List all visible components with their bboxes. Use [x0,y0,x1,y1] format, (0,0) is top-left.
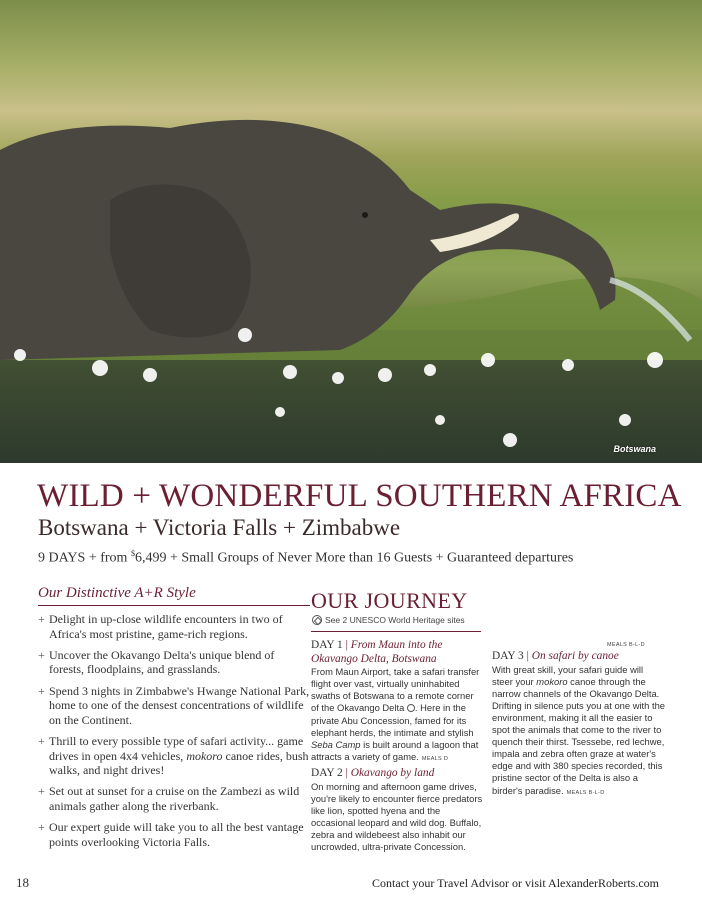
journey-heading: OUR JOURNEY [311,588,468,613]
day-2-text [311,781,483,854]
day-text: On morning and afternoon game drives, you're likely to encounter fierce predators like lion, spotted hyena and the occasional leopard and wild dog. Buffalo, zebra and wildebeest also inhabit our uncrowded, ultra-private Concession. [311,780,483,852]
bullet-emphasis: mokoro [186,748,223,763]
bullet-item: + Spend 3 nights in Zimbabwe's Hwange National Park, home to one of the densest concentrations of wildlife on the Continent. [38,684,310,728]
day-3-text [492,664,666,799]
itinerary-column-1 [311,637,483,855]
day-label: DAY 3 [492,650,524,662]
day-label: DAY 2 [311,766,343,779]
day-2-heading [311,767,483,781]
page-title: WILD + WONDERFUL SOUTHERN AFRICA [37,478,682,514]
bullet-item: + Set out at sunset for a cruise on the Zambezi as wild animals gather along the riverbank. [38,784,310,813]
camp-name: Seba Camp [311,738,361,750]
day-text: is built around a lagoon that attracts a variety of game. [311,738,479,762]
bullet-item: + Our expert guide will take you to all the best vantage points overlooking Victoria Falls. [38,820,310,849]
day-label: DAY 1 [311,639,343,651]
day-emphasis: mokoro [536,675,568,687]
page-number: 18 [16,875,29,890]
day-title: From Maun into the Okavango Delta, Botswana [311,639,443,665]
day-3-heading [492,650,666,664]
tagline-post: + Small Groups of Never More than 16 Guests + Guaranteed departures [166,550,574,566]
bullet-item: + Delight in up-close wildlife encounters in two of Africa's most pristine, game-rich regions. [38,612,310,641]
day-title: Okavango by land [350,766,435,779]
meals-code: MEALS B-L-D [566,789,605,796]
page-subtitle: Botswana + Victoria Falls + Zimbabwe [38,515,401,540]
bullet-item: + Uncover the Okavango Delta's unique blend of forests, floodplains, and grasslands. [38,648,310,677]
day-title: On safari by canoe [531,650,619,662]
day-1-heading [311,639,483,666]
day-text: . Here in the private Abu Concession, famed for its elephant herds, the intimate and stylish [311,702,474,738]
tagline-pre: 9 DAYS + from [38,550,131,566]
photo-caption: Botswana [613,444,656,454]
day-separator: | [526,650,529,662]
day-1-text [311,666,483,765]
day-separator: | [345,766,348,779]
day-text: With great skill, your safari guide will steer your [492,663,644,687]
bullet-text: canoe rides, bush walks, and night drives! [49,748,309,778]
itinerary-column-2 [492,591,666,801]
style-bullet-list [38,612,310,856]
trip-tagline [38,549,573,567]
style-heading: Our Distinctive A+R Style [38,585,310,606]
unesco-text: See 2 UNESCO World Heritage sites [325,615,465,625]
bullet-item [38,734,310,778]
price-value: 6,499 [134,550,167,566]
meals-code: MEALS D [421,755,449,762]
footer-contact: Contact your Travel Advisor or visit AlexanderRoberts.com [372,876,659,890]
unesco-note [312,615,465,625]
meals-code: MEALS B-L-D [607,642,645,648]
day-separator: | [345,639,348,651]
journey-divider [311,631,481,632]
day-text: From Maun Airport, take a safari transfer flight over vast, virtually uninhabited swaths of Botswana to a remote corner of the Okavango Delta [311,666,480,714]
unesco-site-icon [407,704,415,712]
day-text: canoe through the narrow channels of the Okavango Delta. Drifting in silence puts you at one with the environment, making it all the easier to spot the animals that come to the river to quench their thirst. Tsessebe, red lechwe, impala and zebra often graze at water's edge and with 380 species recorded, this pristine sector of the Delta is also a birder's paradise. [492,675,666,796]
day-2-continued [492,591,666,648]
unesco-icon [312,615,322,625]
currency-symbol: $ [130,549,135,558]
bullet-text: Thrill to every possible type of safari activity... game drives in open 4x4 vehicles, [49,733,304,763]
